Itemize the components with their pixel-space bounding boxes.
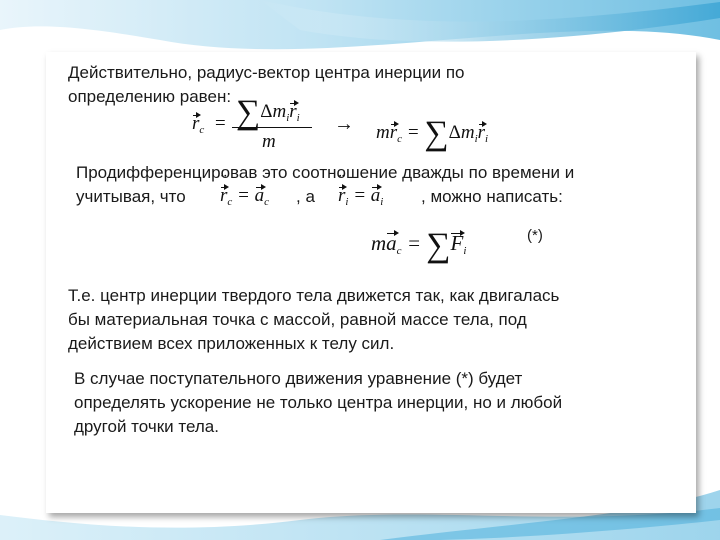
- content-card: [46, 52, 696, 513]
- intro-line-2: определению равен:: [68, 87, 232, 106]
- formula-m-rc: $mr_c = \sum\Delta m_ir_i$: [376, 115, 489, 152]
- paragraph-line: определять ускорение не только центра инерции, но и любой: [74, 393, 563, 412]
- diff-line-2-part-2: , а: [296, 187, 315, 206]
- paragraph-line: В случае поступательного движения уравнение (*) будет: [74, 369, 523, 388]
- formula-rc-equals-ac: ¨ $r_c = a_c$: [220, 185, 269, 208]
- diff-line-1: Продифференцировав это соотношение дважды по времени и: [76, 163, 575, 182]
- fraction-bar: [232, 127, 312, 128]
- paragraph-line: бы материальная точка с массой, равной массе тела, под: [68, 310, 527, 329]
- paragraph-line: другой точки тела.: [74, 417, 219, 436]
- formula-newton-center-of-mass: $ma_c = \sum F_i$: [371, 227, 467, 264]
- paragraph-line: Т.е. центр инерции твердого тела движется так, как двигалась: [68, 286, 560, 305]
- paragraph-line: действием всех приложенных к телу сил.: [68, 334, 395, 353]
- intro-line-1: Действительно, радиус-вектор центра инерции по: [68, 63, 465, 82]
- arrow-symbol: →: [334, 113, 354, 135]
- diff-line-2-part-1: учитывая, что: [76, 187, 186, 206]
- equation-star-label: (*): [527, 227, 543, 244]
- diff-line-2-part-3: , можно написать:: [421, 187, 563, 206]
- formula-ri-equals-ai: ¨ $r_i = a_i$: [338, 185, 383, 208]
